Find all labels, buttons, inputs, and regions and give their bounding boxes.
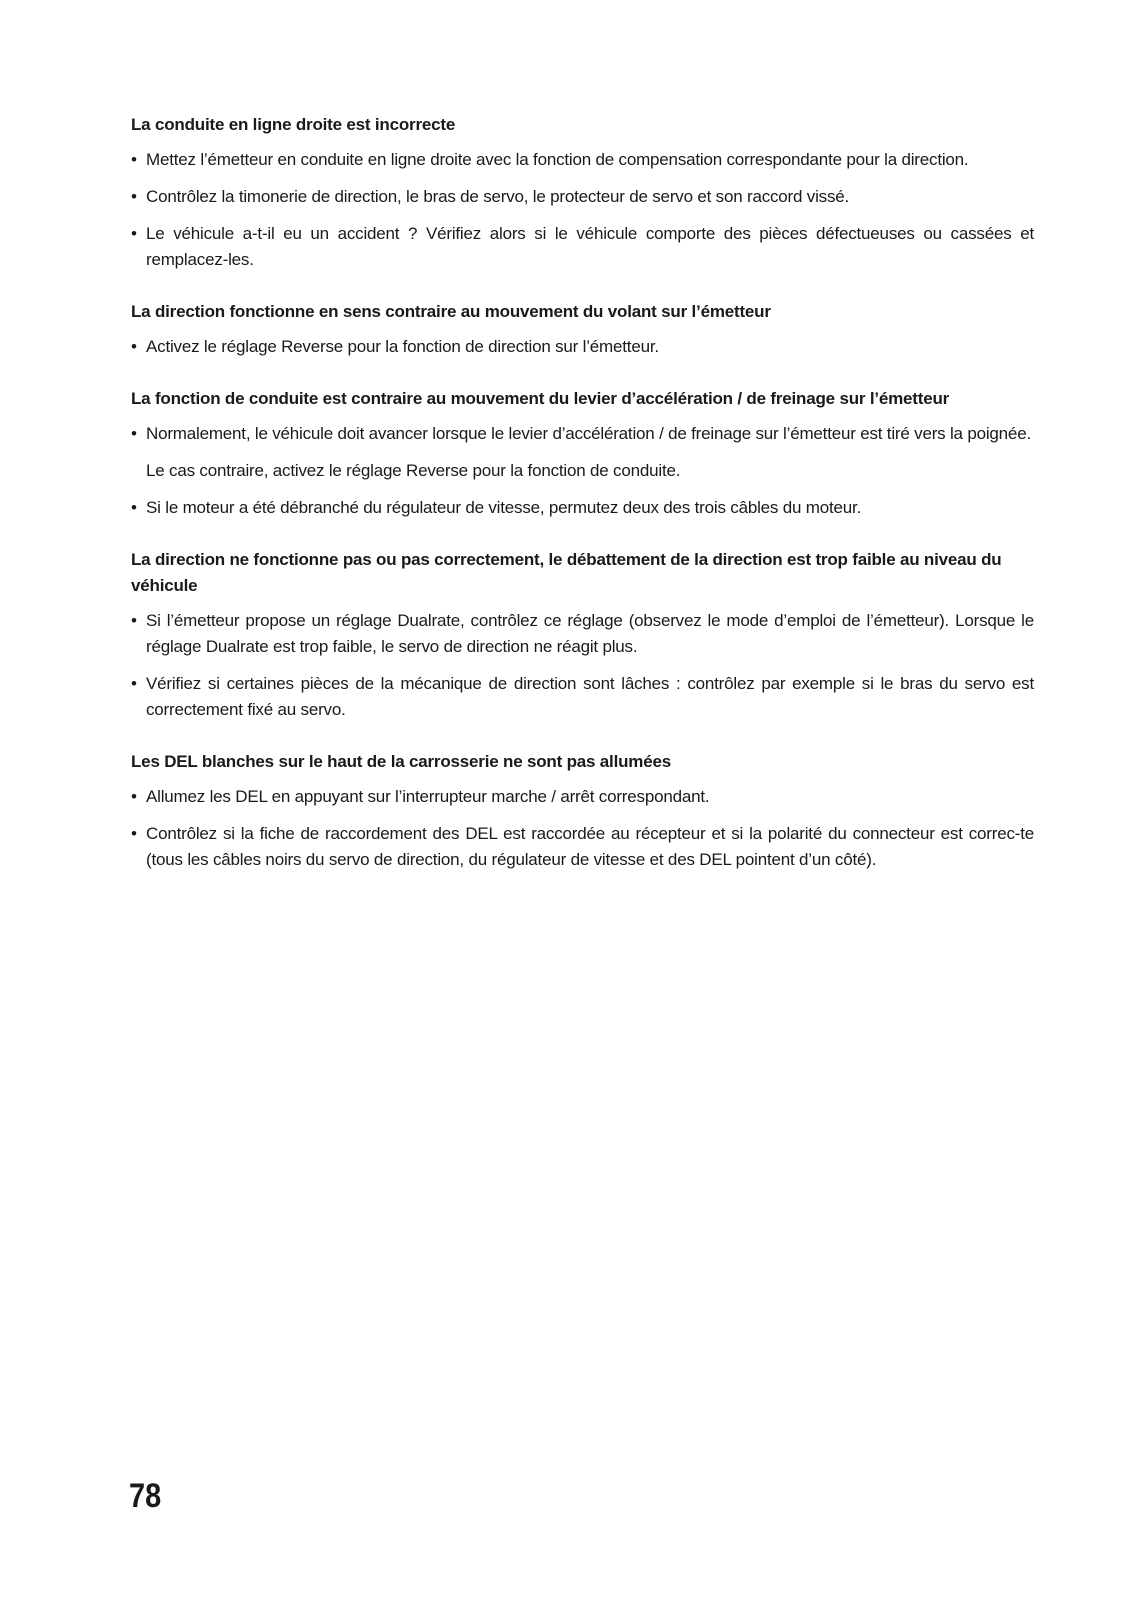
- document-body: [131, 112, 1034, 899]
- section-throttle-reversed: [131, 386, 1034, 521]
- page-number: 78: [129, 1477, 162, 1515]
- list-item: • Mettez l’émetteur en conduite en ligne droite avec la fonction de compensation correspondante pour la direction.: [131, 147, 1034, 173]
- section-straight-line: [131, 112, 1034, 273]
- list-item: • Le véhicule a-t-il eu un accident ? Vérifiez alors si le véhicule comporte des pièces défectueuses ou cassées et remplacez-les.: [131, 221, 1034, 273]
- bullet-list: [131, 421, 1034, 521]
- section-heading: Les DEL blanches sur le haut de la carrosserie ne sont pas allumées: [131, 752, 671, 771]
- list-item: • Normalement, le véhicule doit avancer lorsque le levier d’accélération / de freinage sur l’émetteur est tiré vers la poignée.: [131, 421, 1034, 447]
- bullet-list: [131, 334, 1034, 360]
- list-item: • Contrôlez la timonerie de direction, le bras de servo, le protecteur de servo et son raccord vissé.: [131, 184, 1034, 210]
- section-heading: La direction ne fonctionne pas ou pas correctement, le débattement de la direction est trop faible au niveau du véhicule: [131, 550, 1002, 595]
- list-item: • Allumez les DEL en appuyant sur l’interrupteur marche / arrêt correspondant.: [131, 784, 1034, 810]
- bullet-list: [131, 147, 1034, 273]
- section-heading: La fonction de conduite est contraire au mouvement du levier d’accélération / de freinage sur l’émetteur: [131, 389, 950, 408]
- section-steering-reversed: [131, 299, 1034, 360]
- list-item: • Activez le réglage Reverse pour la fonction de direction sur l’émetteur.: [131, 334, 1034, 360]
- bullet-list: [131, 608, 1034, 723]
- section-heading: La direction fonctionne en sens contraire au mouvement du volant sur l’émetteur: [131, 302, 771, 321]
- section-heading: La conduite en ligne droite est incorrecte: [131, 115, 456, 134]
- section-steering-weak: [131, 547, 1034, 723]
- list-item: • Contrôlez si la fiche de raccordement des DEL est raccordée au récepteur et si la polarité du connecteur est correc-te (tous les câbles noirs du servo de direction, du régulateur de vitesse et des DEL pointent d’un côté).: [131, 821, 1034, 873]
- bullet-list: [131, 784, 1034, 873]
- list-item-continuation: Le cas contraire, activez le réglage Reverse pour la fonction de conduite.: [146, 461, 681, 480]
- list-item: • Si le moteur a été débranché du régulateur de vitesse, permutez deux des trois câbles du moteur.: [131, 495, 1034, 521]
- list-item: • Vérifiez si certaines pièces de la mécanique de direction sont lâches : contrôlez par exemple si le bras du servo est correctement fixé au servo.: [131, 671, 1034, 723]
- section-leds-off: [131, 749, 1034, 873]
- list-item: • Si l’émetteur propose un réglage Dualrate, contrôlez ce réglage (observez le mode d’emploi de l’émetteur). Lorsque le réglage Dualrate est trop faible, le servo de direction ne réagit plus.: [131, 608, 1034, 660]
